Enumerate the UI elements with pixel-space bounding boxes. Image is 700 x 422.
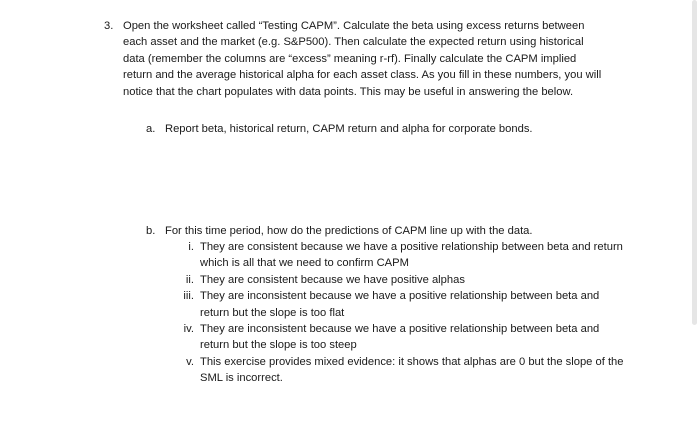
- option-text: This exercise provides mixed evidence: it shows that alphas are 0 but the slope of the SML is incorrect.: [200, 355, 624, 385]
- option-text: They are consistent because we have positive alphas: [200, 273, 465, 286]
- part-a-text: Report beta, historical return, CAPM return and alpha for corporate bonds.: [165, 123, 533, 135]
- answer-option: [168, 321, 628, 354]
- option-text: They are inconsistent because we have a positive relationship between beta and return but the slope is too flat: [200, 290, 600, 319]
- option-numeral: v.: [186, 355, 194, 368]
- part-b: [146, 223, 616, 239]
- part-b-label: b.: [146, 225, 156, 237]
- option-numeral: iii.: [183, 290, 194, 303]
- part-b-text: For this time period, how do the predictions of CAPM line up with the data.: [165, 225, 533, 237]
- answer-option: [168, 288, 628, 321]
- question-text: Open the worksheet called “Testing CAPM”. Calculate the beta using excess returns between each asset and the market (e.g. S&P500). Then calculate the expected return using historical data (remember the columns are “excess” meaning r-rf). Finally calculate the CAPM implied return and the average historical alpha for each asset class. As you fill in these numbers, you will notice that the chart populates with data points. This may be useful in answering the below.: [123, 20, 602, 98]
- option-text: They are consistent because we have a positive relationship between beta and return which is all that we need to confirm CAPM: [200, 241, 623, 270]
- option-numeral: ii.: [185, 273, 194, 286]
- part-a: [146, 121, 616, 137]
- question-3: [104, 18, 604, 100]
- answer-option: [168, 354, 628, 387]
- option-numeral: iv.: [183, 323, 194, 336]
- question-number: 3.: [104, 20, 114, 32]
- part-a-label: a.: [146, 123, 156, 135]
- answer-option: [168, 239, 628, 272]
- answer-options: [168, 239, 628, 387]
- answer-option: [168, 272, 628, 288]
- option-numeral: i.: [188, 241, 194, 253]
- scrollbar[interactable]: [692, 0, 697, 325]
- option-text: They are inconsistent because we have a positive relationship between beta and return but the slope is too steep: [200, 323, 600, 352]
